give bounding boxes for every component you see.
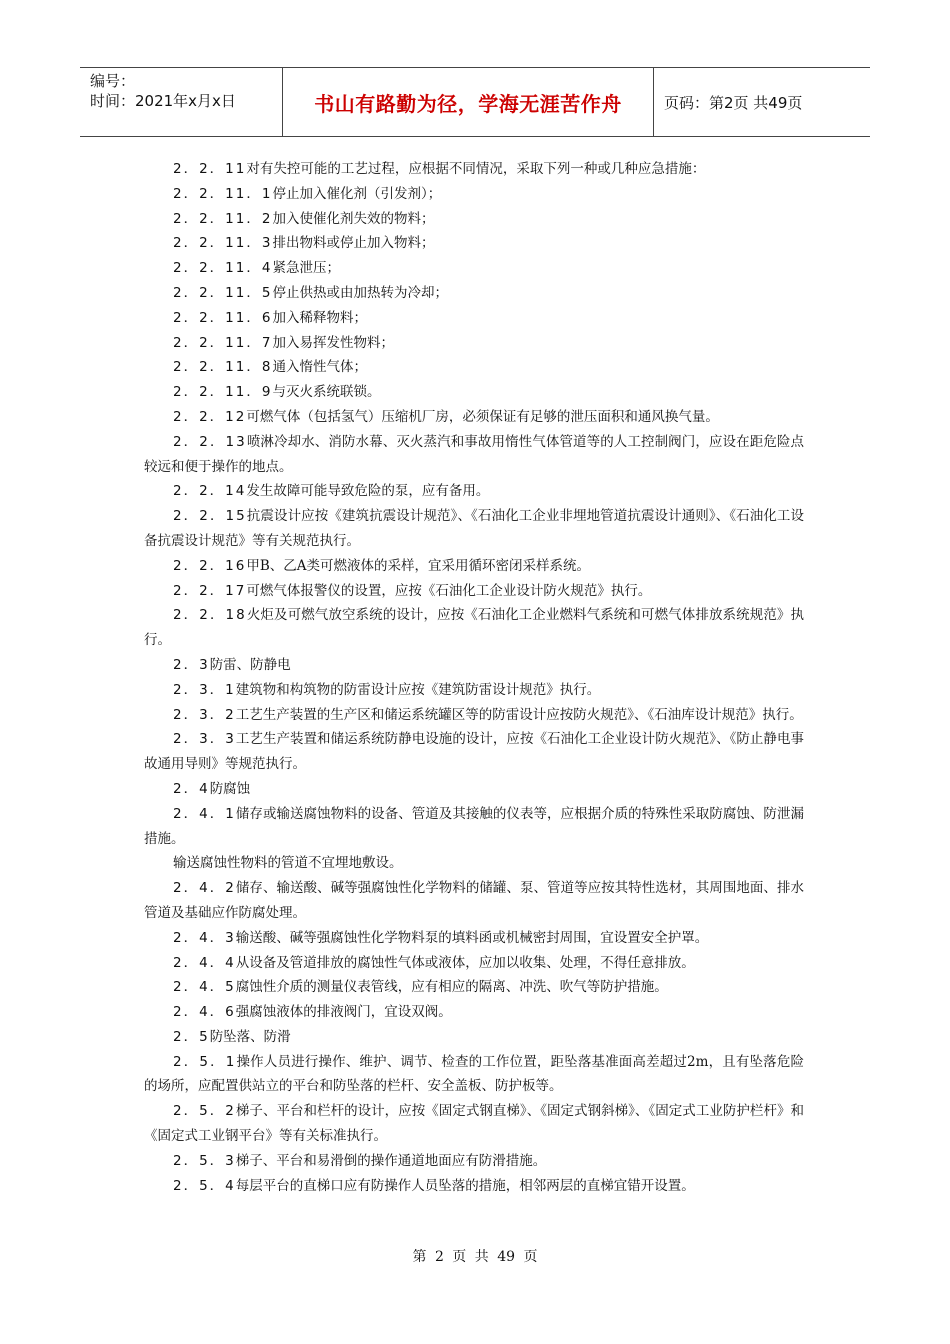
clause-text: 建筑物和构筑物的防雷设计应按《建筑防雷设计规范》执行。 [235, 681, 601, 698]
header-motto: 书山有路勤为径，学海无涯苦作舟 [314, 91, 622, 116]
clause-number: 2．4．1 [173, 805, 236, 822]
header-page-cell [654, 68, 870, 136]
clause-paragraph [144, 157, 804, 182]
clause-paragraph [144, 579, 804, 604]
clause-text: 防雷、防静电 [209, 656, 291, 673]
clause-paragraph [144, 678, 804, 703]
clause-paragraph [144, 405, 804, 430]
clause-text: 加入稀释物料； [272, 309, 367, 326]
clause-text: 工艺生产装置的生产区和储运系统罐区等的防雷设计应按防火规范》、《石油库设计规范》执行。 [235, 706, 803, 723]
clause-number: 2．2．11．7 [173, 334, 273, 351]
clause-number: 2．2．14 [173, 483, 247, 500]
clause-text: 停止供热或由加热转为冷却； [272, 284, 448, 301]
clause-text: 操作人员进行操作、维护、调节、检查的工作位置，距坠落基准面高差超过2m，且有坠落危险的场所，应配置供站立的平台和防坠落的栏杆、安全盖板、防护板等。 [144, 1053, 804, 1095]
header-page-info: 页码：第2页 共49页 [664, 93, 803, 112]
clause-number: 2．2．11．6 [173, 309, 273, 326]
clause-number: 2．2．11．4 [173, 260, 273, 277]
clause-number: 2．4．5 [173, 979, 236, 996]
clause-number: 2．2．11．5 [173, 284, 273, 301]
clause-paragraph [144, 430, 804, 480]
clause-number: 2．2．16 [173, 557, 247, 574]
clause-text: 排出物料或停止加入物料； [272, 235, 435, 252]
clause-paragraph [144, 355, 804, 380]
clause-text: 可燃气体报警仪的设置，应按《石油化工企业设计防火规范》执行。 [246, 582, 652, 599]
clause-paragraph [144, 777, 804, 802]
clause-paragraph [144, 975, 804, 1000]
clause-text: 对有失控可能的工艺过程，应根据不同情况，采取下列一种或几种应急措施： [246, 161, 706, 177]
clause-number: 2．2．11．2 [173, 210, 273, 227]
clause-number: 2．5．2 [173, 1103, 236, 1120]
clause-number: 2．2．11．9 [173, 384, 273, 401]
clause-number: 2．2．11．8 [173, 359, 273, 376]
header-motto-cell [283, 68, 654, 136]
clause-text: 抗震设计应按《建筑抗震设计规范》、《石油化工企业非埋地管道抗震设计通则》、《石油化工设备抗震设计规范》等有关规范执行。 [144, 508, 805, 549]
clause-paragraph [144, 331, 804, 356]
clause-paragraph [144, 876, 804, 926]
clause-text: 储存或输送腐蚀物料的设备、管道及其接触的仪表等，应根据介质的特殊性采取防腐蚀、防泄漏措施。 [144, 805, 804, 847]
clause-paragraph [144, 1149, 804, 1174]
clause-number: 2．2．15 [173, 508, 247, 525]
clause-paragraph [144, 703, 804, 728]
clause-text: 停止加入催化剂（引发剂）； [272, 185, 442, 202]
clause-number: 2．2．12 [173, 408, 247, 425]
clause-number: 2．4．4 [173, 954, 236, 971]
document-body [144, 157, 804, 1198]
clause-text: 梯子、平台和易滑倒的操作通道地面应有防滑措施。 [235, 1152, 547, 1169]
clause-text: 防腐蚀 [209, 780, 251, 797]
clause-paragraph [144, 603, 804, 653]
page-footer: 第 2 页 共 49 页 [412, 1249, 538, 1265]
clause-text: 每层平台的直梯口应有防操作人员坠落的措施，相邻两层的直梯宜错开设置。 [235, 1177, 695, 1194]
clause-paragraph [144, 231, 804, 256]
clause-number: 2．5 [173, 1028, 210, 1045]
clause-number: 2．5．3 [173, 1152, 236, 1169]
clause-paragraph [144, 802, 804, 852]
clause-paragraph [144, 1099, 804, 1149]
clause-paragraph [144, 1000, 804, 1025]
clause-paragraph [144, 1050, 804, 1100]
clause-number: 2．2．13 [173, 433, 247, 450]
clause-text: 输送腐蚀性物料的管道不宜埋地敷设。 [173, 855, 403, 872]
clause-number: 2．2．11 [173, 161, 247, 177]
clause-number: 2．4．3 [173, 929, 236, 946]
document-time-label: 时间：2021年x月x日 [90, 92, 236, 110]
clause-paragraph [144, 281, 804, 306]
clause-number: 2．3．2 [173, 706, 236, 723]
header-meta-cell [80, 68, 283, 136]
clause-text: 火炬及可燃气放空系统的设计，应按《石油化工企业燃料气系统和可燃气体排放系统规范》执行。 [144, 607, 805, 649]
clause-paragraph [144, 479, 804, 504]
clause-number: 2．4．2 [173, 880, 236, 897]
clause-text: 加入易挥发性物料； [272, 334, 394, 351]
clause-number: 2．4 [173, 780, 210, 797]
clause-paragraph [144, 504, 804, 554]
clause-number: 2．3．1 [173, 681, 236, 698]
clause-number: 2．3．3 [173, 731, 236, 748]
clause-text: 输送酸、碱等强腐蚀性化学物料泵的填料函或机械密封周围，宜设置安全护罩。 [235, 929, 709, 946]
clause-paragraph [144, 256, 804, 281]
clause-text: 加入使催化剂失效的物料； [272, 210, 435, 227]
clause-text: 强腐蚀液体的排液阀门，宜设双阀。 [235, 1004, 452, 1021]
clause-text: 喷淋冷却水、消防水幕、灭火蒸汽和事故用惰性气体管道等的人工控制阀门，应设在距危险点较远和便于操作的地点。 [144, 433, 805, 475]
clause-text: 工艺生产装置和储运系统防静电设施的设计，应按《石油化工企业设计防火规范》、《防止静电事故通用导则》等规范执行。 [144, 731, 804, 773]
clause-paragraph [144, 851, 804, 876]
clause-number: 2．3 [173, 656, 210, 673]
clause-paragraph [144, 926, 804, 951]
clause-paragraph [144, 306, 804, 331]
clause-number: 2．2．11．3 [173, 235, 273, 252]
clause-paragraph [144, 951, 804, 976]
clause-paragraph [144, 182, 804, 207]
clause-number: 2．2．18 [173, 607, 247, 624]
page-header [80, 67, 870, 137]
clause-text: 紧急泄压； [272, 260, 340, 277]
clause-number: 2．5．1 [173, 1053, 237, 1070]
clause-paragraph [144, 207, 804, 232]
clause-text: 从设备及管道排放的腐蚀性气体或液体，应加以收集、处理，不得任意排放。 [235, 954, 695, 971]
clause-text: 防坠落、防滑 [209, 1028, 291, 1045]
clause-number: 2．4．6 [173, 1004, 236, 1021]
clause-paragraph [144, 380, 804, 405]
clause-number: 2．2．17 [173, 582, 247, 599]
clause-text: 腐蚀性介质的测量仪表管线，应有相应的隔离、冲洗、吹气等防护措施。 [235, 979, 668, 996]
clause-text: 甲B、乙A类可燃液体的采样，宜采用循环密闭采样系统。 [246, 557, 591, 574]
clause-paragraph [144, 727, 804, 777]
clause-paragraph [144, 554, 804, 579]
clause-text: 与灭火系统联锁。 [272, 384, 381, 401]
clause-paragraph [144, 653, 804, 678]
clause-number: 2．2．11．1 [173, 185, 273, 202]
clause-text: 梯子、平台和栏杆的设计，应按《固定式钢直梯》、《固定式钢斜梯》、《固定式工业防护栏杆》和《固定式工业钢平台》等有关标准执行。 [144, 1103, 804, 1145]
clause-paragraph [144, 1174, 804, 1199]
clause-number: 2．5．4 [173, 1177, 236, 1194]
clause-paragraph [144, 1025, 804, 1050]
clause-text: 储存、输送酸、碱等强腐蚀性化学物料的储罐、泵、管道等应按其特性选材，其周围地面、排水管道及基础应作防腐处理。 [144, 880, 804, 921]
clause-text: 可燃气体（包括氢气）压缩机厂房，必须保证有足够的泄压面积和通风换气量。 [246, 408, 719, 425]
document-code-label: 编号： [90, 72, 136, 90]
clause-text: 通入惰性气体； [272, 359, 367, 376]
clause-text: 发生故障可能导致危险的泵，应有备用。 [246, 483, 490, 500]
